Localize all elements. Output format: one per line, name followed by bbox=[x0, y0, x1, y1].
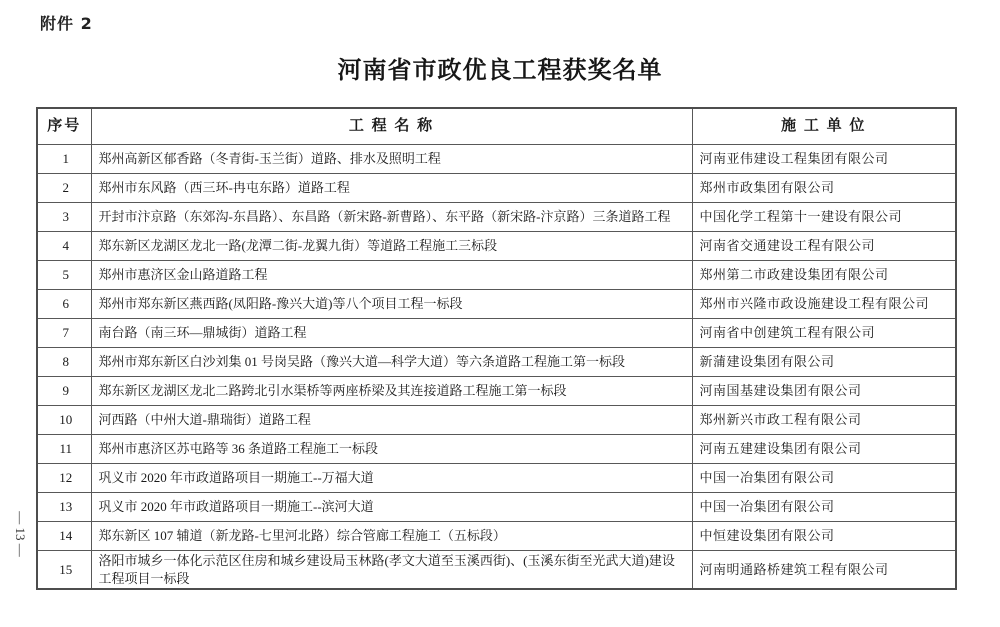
table-row bbox=[37, 145, 956, 174]
table-row bbox=[37, 435, 956, 464]
construction-unit-cell: 新蒲建设集团有限公司 bbox=[692, 348, 956, 377]
construction-unit-cell: 河南省中创建筑工程有限公司 bbox=[692, 319, 956, 348]
row-number-cell: 8 bbox=[37, 348, 91, 377]
row-number-cell: 6 bbox=[37, 290, 91, 319]
table-row bbox=[37, 406, 956, 435]
construction-unit-cell: 郑州第二市政建设集团有限公司 bbox=[692, 261, 956, 290]
construction-unit-cell: 河南明通路桥建筑工程有限公司 bbox=[692, 551, 956, 590]
construction-unit-cell: 中国化学工程第十一建设有限公司 bbox=[692, 203, 956, 232]
column-header-unit: 施 工 单 位 bbox=[692, 108, 956, 145]
project-name-cell: 郑东新区 107 辅道（新龙路-七里河北路）综合管廊工程施工（五标段） bbox=[91, 522, 692, 551]
project-name-cell: 郑州市惠济区苏屯路等 36 条道路工程施工一标段 bbox=[91, 435, 692, 464]
row-number-cell: 4 bbox=[37, 232, 91, 261]
row-number-cell: 3 bbox=[37, 203, 91, 232]
construction-unit-cell: 中国一冶集团有限公司 bbox=[692, 493, 956, 522]
project-name-cell: 郑州市郑东新区燕西路(凤阳路-豫兴大道)等八个项目工程一标段 bbox=[91, 290, 692, 319]
table-row bbox=[37, 377, 956, 406]
table-row bbox=[37, 464, 956, 493]
project-name-cell: 巩义市 2020 年市政道路项目一期施工--滨河大道 bbox=[91, 493, 692, 522]
table-row bbox=[37, 290, 956, 319]
project-name-cell: 郑州市东风路（西三环-冉屯东路）道路工程 bbox=[91, 174, 692, 203]
column-header-project: 工 程 名 称 bbox=[91, 108, 692, 145]
table-row bbox=[37, 551, 956, 590]
row-number-cell: 9 bbox=[37, 377, 91, 406]
table-row bbox=[37, 174, 956, 203]
table-row bbox=[37, 319, 956, 348]
row-number-cell: 5 bbox=[37, 261, 91, 290]
project-name-cell: 郑州市惠济区金山路道路工程 bbox=[91, 261, 692, 290]
project-name-cell: 巩义市 2020 年市政道路项目一期施工--万福大道 bbox=[91, 464, 692, 493]
table-row bbox=[37, 261, 956, 290]
project-name-cell: 河西路（中州大道-鼎瑞街）道路工程 bbox=[91, 406, 692, 435]
construction-unit-cell: 郑州新兴市政工程有限公司 bbox=[692, 406, 956, 435]
construction-unit-cell: 中恒建设集团有限公司 bbox=[692, 522, 956, 551]
project-name-cell: 开封市汴京路（东郊沟-东昌路）、东昌路（新宋路-新曹路）、东平路（新宋路-汴京路）三条道路工程 bbox=[91, 203, 692, 232]
construction-unit-cell: 郑州市兴隆市政设施建设工程有限公司 bbox=[692, 290, 956, 319]
page-title: 河南省市政优良工程获奖名单 bbox=[337, 56, 663, 84]
row-number-cell: 12 bbox=[37, 464, 91, 493]
attachment-label: 附件 2 bbox=[40, 14, 93, 33]
page-number: — 13 — bbox=[13, 511, 28, 557]
awards-table bbox=[36, 107, 957, 590]
row-number-cell: 7 bbox=[37, 319, 91, 348]
project-name-cell: 郑东新区龙湖区龙北二路跨北引水渠桥等两座桥梁及其连接道路工程施工第一标段 bbox=[91, 377, 692, 406]
table-header-row bbox=[37, 108, 956, 145]
construction-unit-cell: 河南亚伟建设工程集团有限公司 bbox=[692, 145, 956, 174]
row-number-cell: 13 bbox=[37, 493, 91, 522]
row-number-cell: 15 bbox=[37, 551, 91, 590]
construction-unit-cell: 中国一冶集团有限公司 bbox=[692, 464, 956, 493]
project-name-cell: 郑州高新区郁香路（冬青街-玉兰街）道路、排水及照明工程 bbox=[91, 145, 692, 174]
table-row bbox=[37, 522, 956, 551]
row-number-cell: 10 bbox=[37, 406, 91, 435]
construction-unit-cell: 河南五建建设集团有限公司 bbox=[692, 435, 956, 464]
table-row bbox=[37, 493, 956, 522]
row-number-cell: 1 bbox=[37, 145, 91, 174]
row-number-cell: 2 bbox=[37, 174, 91, 203]
project-name-cell: 郑东新区龙湖区龙北一路(龙潭二街-龙翼九街）等道路工程施工三标段 bbox=[91, 232, 692, 261]
column-header-no: 序号 bbox=[37, 108, 91, 145]
construction-unit-cell: 郑州市政集团有限公司 bbox=[692, 174, 956, 203]
table-row bbox=[37, 348, 956, 377]
project-name-cell: 南台路（南三环—鼎城街）道路工程 bbox=[91, 319, 692, 348]
row-number-cell: 11 bbox=[37, 435, 91, 464]
project-name-cell: 洛阳市城乡一体化示范区住房和城乡建设局玉林路(孝文大道至玉溪西街)、(玉溪东街至光武大道)建设工程项目一标段 bbox=[91, 551, 692, 590]
row-number-cell: 14 bbox=[37, 522, 91, 551]
table-row bbox=[37, 232, 956, 261]
construction-unit-cell: 河南国基建设集团有限公司 bbox=[692, 377, 956, 406]
project-name-cell: 郑州市郑东新区白沙刘集 01 号岗吴路（豫兴大道—科学大道）等六条道路工程施工第一标段 bbox=[91, 348, 692, 377]
table-row bbox=[37, 203, 956, 232]
construction-unit-cell: 河南省交通建设工程有限公司 bbox=[692, 232, 956, 261]
